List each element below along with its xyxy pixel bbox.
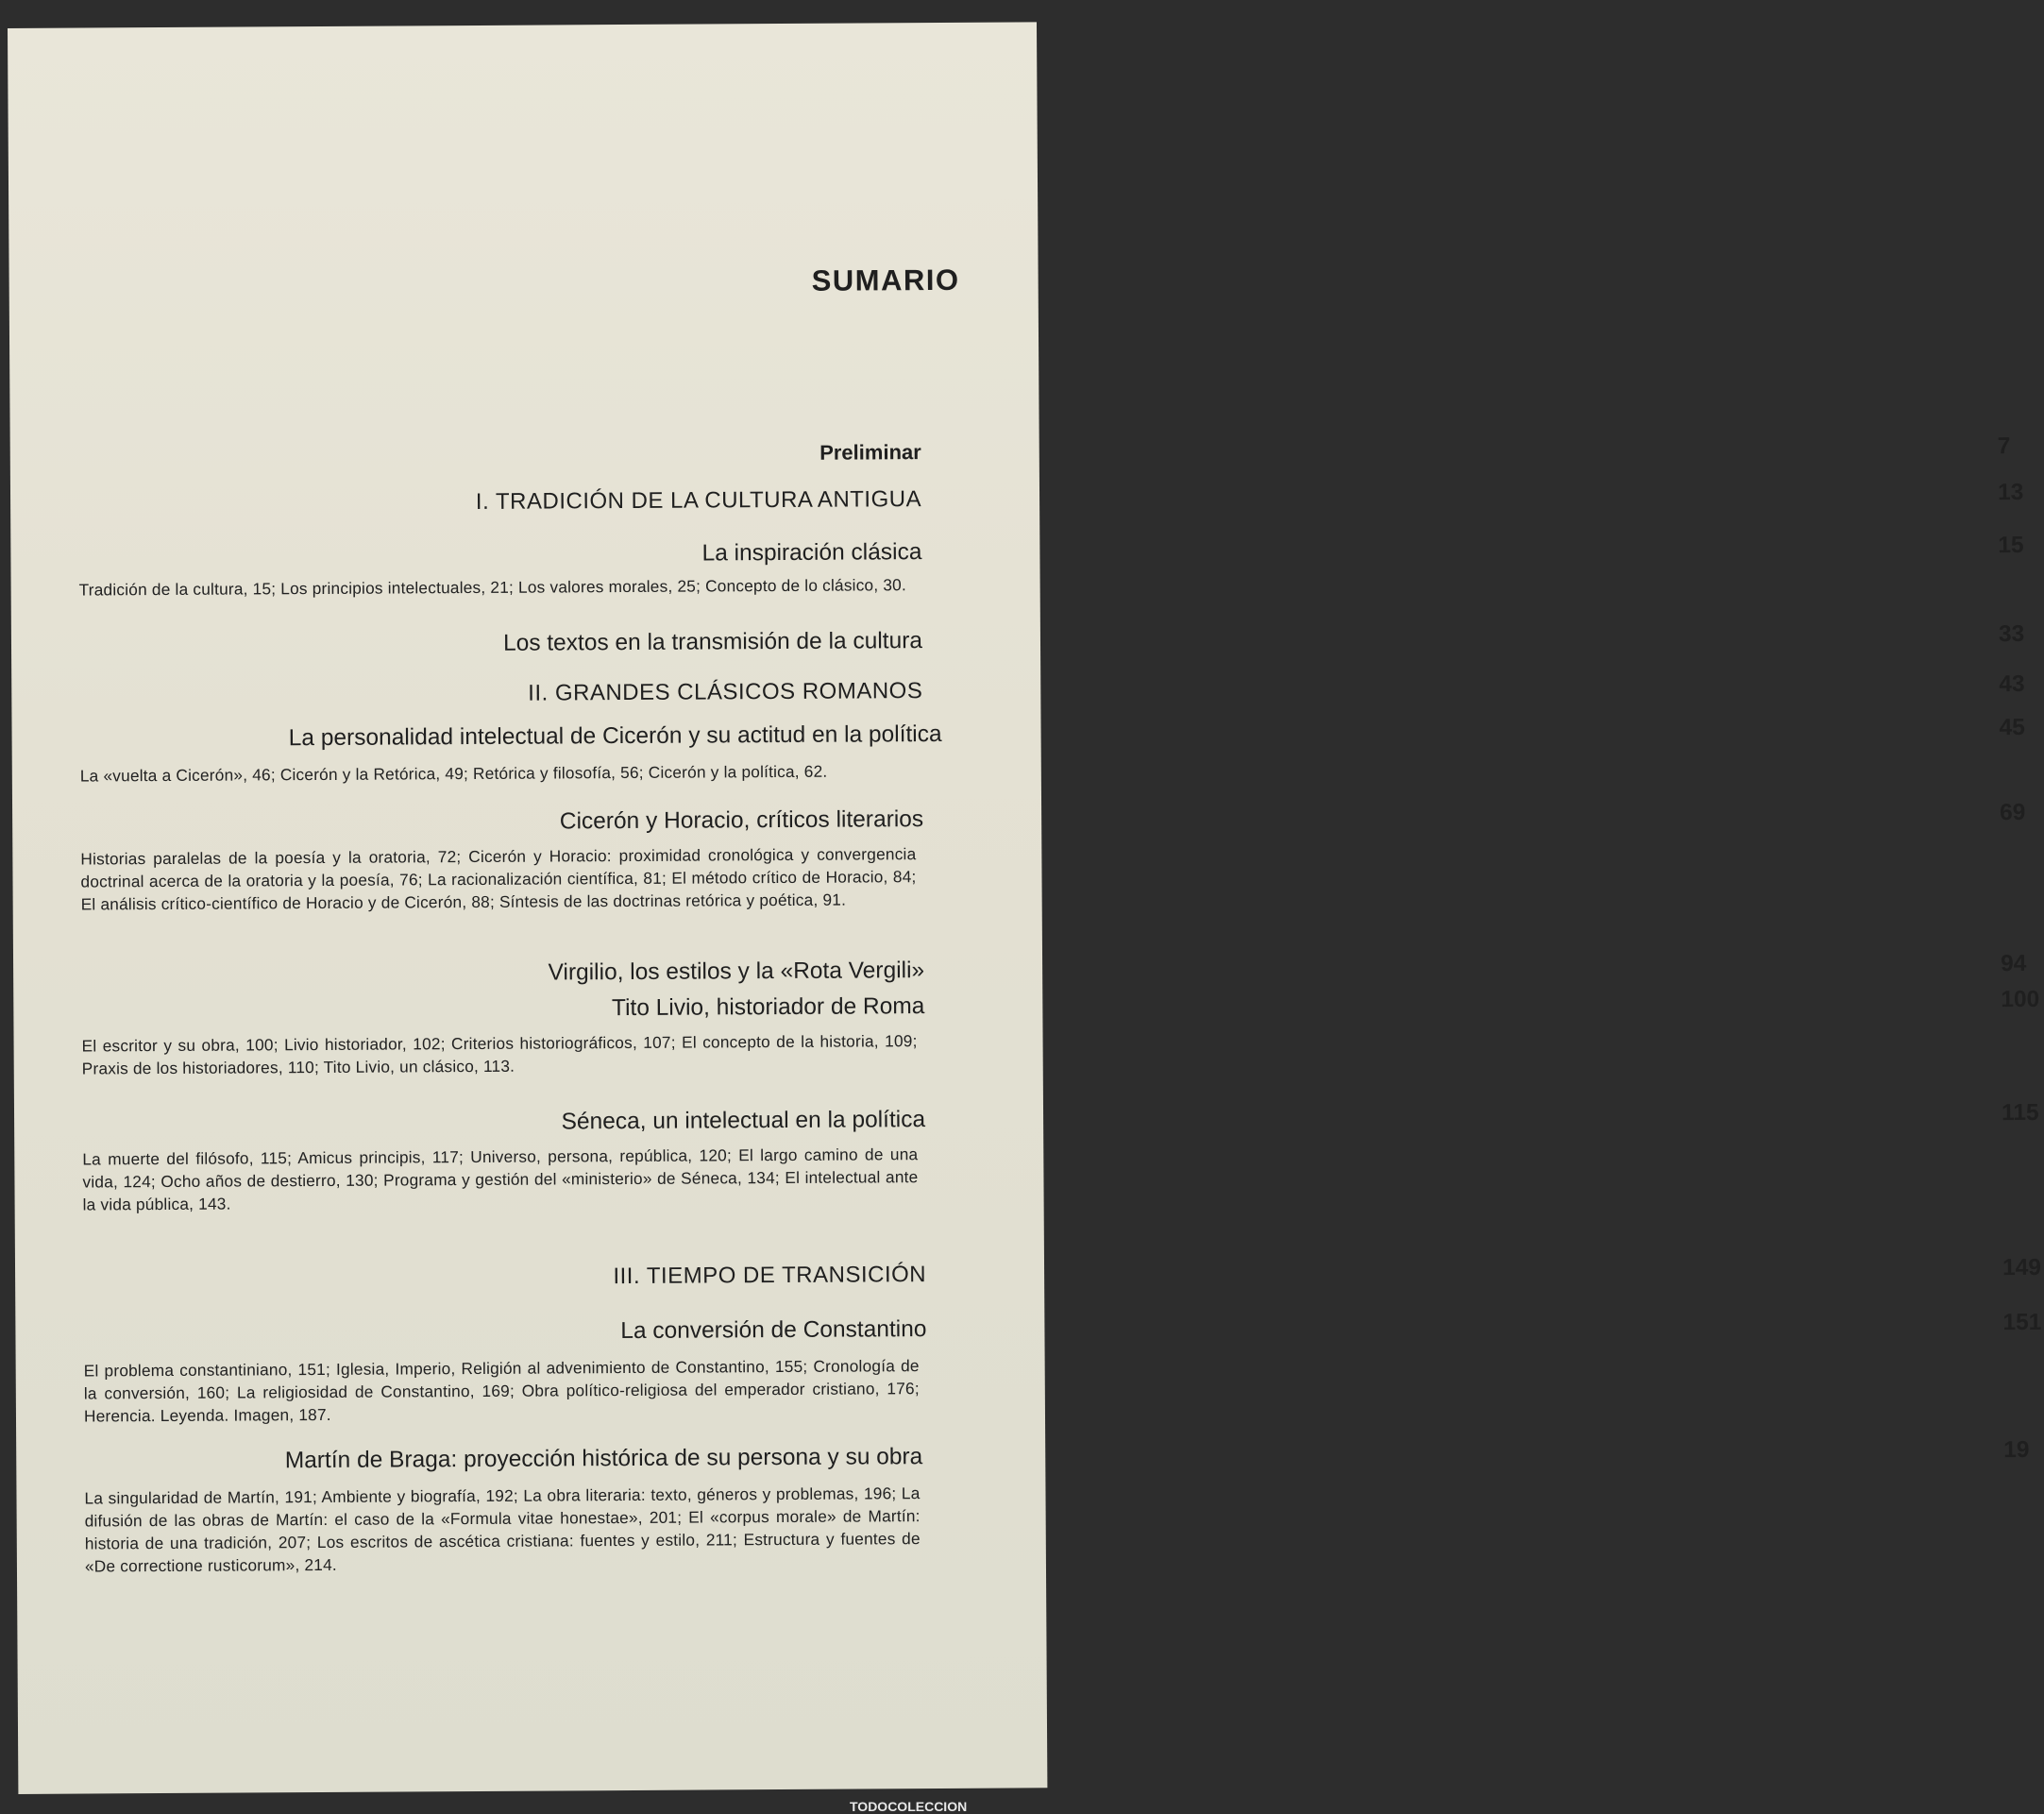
- toc-part-label: III. TIEMPO DE TRANSICIÓN: [613, 1262, 927, 1290]
- toc-entry-page: 94: [2001, 950, 2027, 977]
- toc-chapter-summary: La muerte del filósofo, 115; Amicus principis, 117; Universo, persona, república, 120; El largo camino de una vida, 124; Ocho años de destierro, 130; Programa y gestión del «ministerio» de Séneca, 134; El intelectual ante la vida pública, 143.: [82, 1144, 919, 1214]
- toc-entry-page: 115: [2001, 1099, 2039, 1127]
- toc-entry-page: 19: [2003, 1436, 2030, 1464]
- toc-entry-label: La conversión de Constantino: [620, 1316, 927, 1345]
- toc-entry-label: Virgilio, los estilos y la «Rota Vergili»: [548, 958, 925, 986]
- watermark-logo: TODOCOLECCION: [850, 1799, 968, 1814]
- toc-entry-label: La personalidad intelectual de Cicerón y su actitud en la política: [288, 721, 942, 752]
- toc-entry-label: Tito Livio, historiador de Roma: [611, 993, 925, 1022]
- toc-entry-page: 15: [1998, 532, 2024, 559]
- toc-entry-label: Preliminar: [819, 440, 921, 465]
- toc-entry-page: 33: [1998, 620, 2025, 648]
- toc-chapter-summary: La «vuelta a Cicerón», 46; Cicerón y la Retórica, 49; Retórica y filosofía, 56; Cicerón y la política, 62.: [79, 761, 828, 786]
- toc-entry-label: Martín de Braga: proyección histórica de su persona y su obra: [284, 1444, 923, 1474]
- toc-chapter-summary: Tradición de la cultura, 15; Los principios intelectuales, 21; Los valores morales, 25; Concepto de lo clásico, 30.: [78, 575, 907, 600]
- book-page: [8, 22, 2042, 1794]
- toc-part-label: I. TRADICIÓN DE LA CULTURA ANTIGUA: [475, 486, 922, 515]
- toc-entry-page: 69: [2000, 799, 2026, 826]
- page-title: SUMARIO: [811, 263, 960, 297]
- toc-entry-page: 100: [2001, 986, 2040, 1013]
- toc-chapter-summary: La singularidad de Martín, 191; Ambiente y biografía, 192; La obra literaria: texto, géneros y problemas, 196; La difusión de las obras de Martín: el caso de la «Formula vitae honestae», 201; El «corpus morale» de Martín: historia de una tradición, 207; Los escritos de ascética cristiana: fuentes y estilo, 211; Estructura y fuentes de «De correctione rusticorum», 214.: [84, 1483, 921, 1576]
- toc-entry-label: La inspiración clásica: [701, 539, 922, 567]
- toc-entry-page: 149: [2002, 1254, 2042, 1281]
- toc-entry-page: 7: [1997, 433, 2011, 460]
- toc-chapter-summary: Historias paralelas de la poesía y la oratoria, 72; Cicerón y Horacio: proximidad cronológica y convergencia doctrinal acerca de la oratoria y la poesía, 76; La racionalización científica, 81; El método crítico de Horacio, 84; El análisis crítico-científico de Horacio y de Cicerón, 88; Síntesis de las doctrinas retórica y poética, 91.: [80, 844, 917, 914]
- toc-entry-label: Séneca, un intelectual en la política: [561, 1107, 926, 1135]
- toc-chapter-summary: El escritor y su obra, 100; Livio historiador, 102; Criterios historiográficos, 107; El concepto de la historia, 109; Praxis de los historiadores, 110; Tito Livio, un clásico, 113.: [81, 1031, 918, 1078]
- toc-entry-label: Los textos en la transmisión de la cultura: [502, 628, 923, 656]
- toc-part-label: II. GRANDES CLÁSICOS ROMANOS: [528, 678, 923, 706]
- toc-entry-page: 13: [1997, 479, 2024, 506]
- toc-entry-page: 151: [2002, 1309, 2042, 1336]
- toc-entry-page: 45: [1999, 714, 2025, 741]
- toc-entry-label: Cicerón y Horacio, críticos literarios: [559, 806, 924, 835]
- toc-chapter-summary: El problema constantiniano, 151; Iglesia, Imperio, Religión al advenimiento de Constantino, 155; Cronología de la conversión, 160; La religiosidad de Constantino, 169; Obra político-religiosa del emperador cristiano, 176; Herencia. Leyenda. Imagen, 187.: [83, 1356, 920, 1426]
- toc-entry-page: 43: [1999, 670, 2025, 698]
